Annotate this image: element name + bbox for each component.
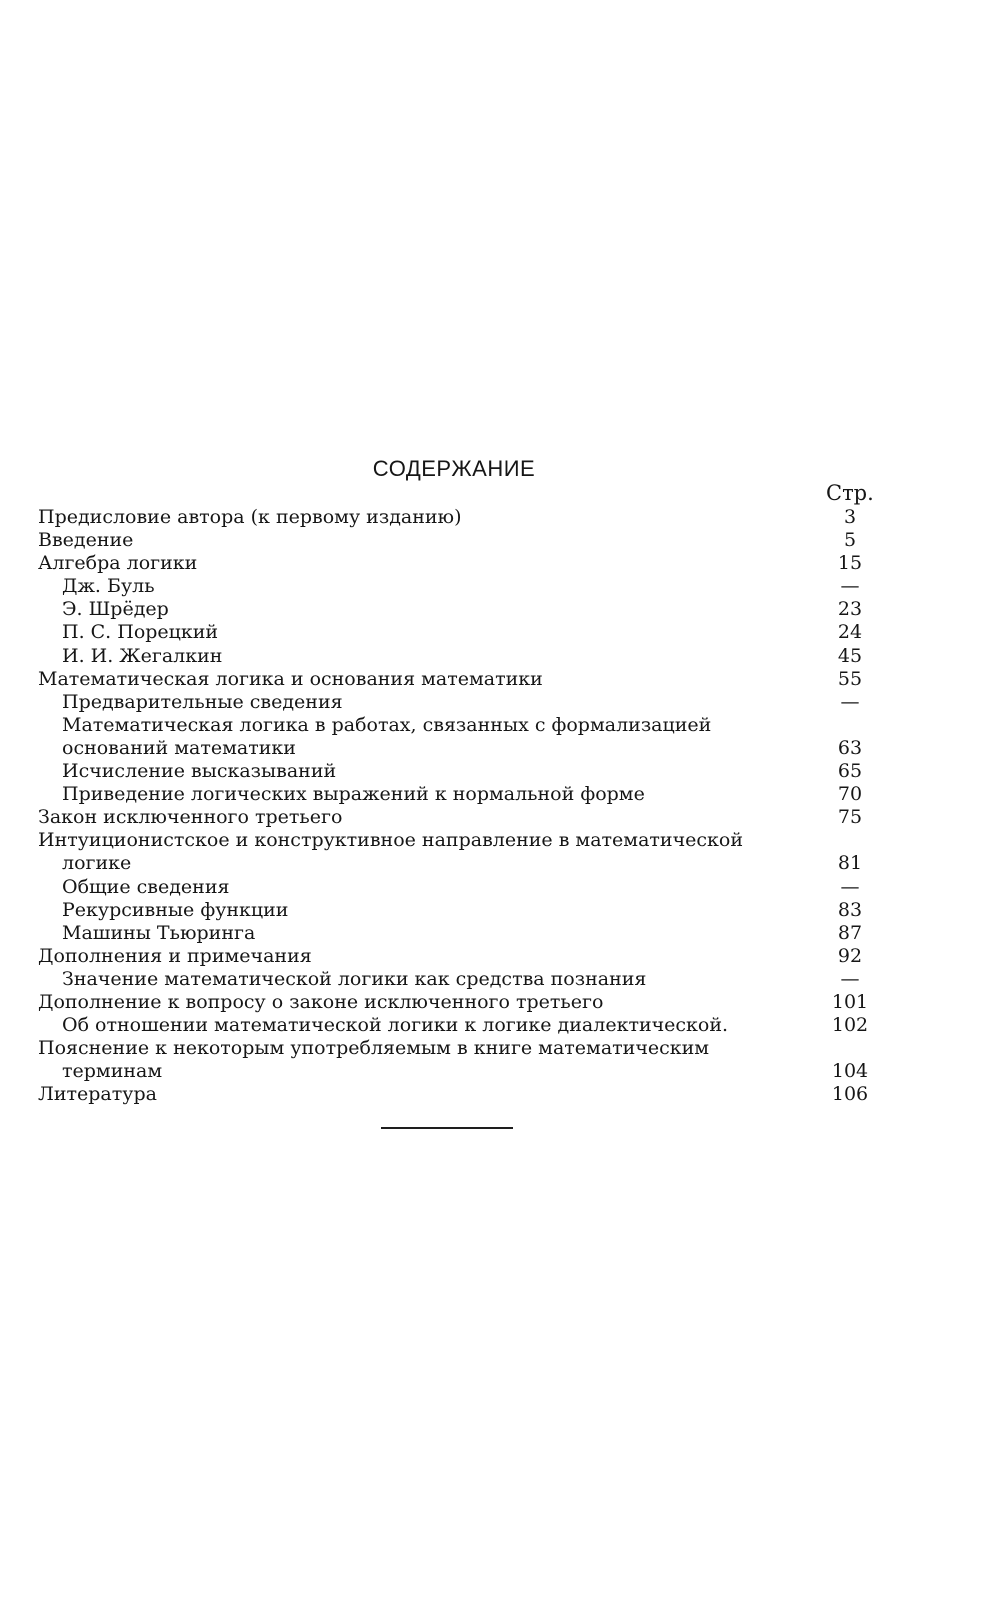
toc-entry-title: Дополнение к вопросу о законе исключенного третьего [38, 991, 607, 1014]
toc-entry-page: 45 [837, 644, 863, 667]
toc-entry-title: Предисловие автора (к первому изданию) [38, 506, 466, 529]
page-column-label: Стр. [826, 481, 874, 505]
toc-entry-title: Рекурсивные функции [62, 899, 292, 922]
toc-entry-title: Об отношении математической логики к логике диалектической. [62, 1014, 732, 1037]
toc-entry-continuation[interactable] [38, 1060, 880, 1083]
toc-entry-page: — [840, 967, 860, 990]
toc-subentry[interactable] [38, 621, 880, 644]
toc-entry-title: Алгебра логики [38, 552, 201, 575]
toc-entry-page: 92 [837, 944, 863, 967]
toc-entry-continuation[interactable] [38, 852, 880, 875]
toc-entry-title: Значение математической логики как средства познания [62, 968, 650, 991]
toc-subentry[interactable] [38, 1014, 880, 1037]
toc-entry-title: Введение [38, 529, 137, 552]
toc-subentry[interactable] [38, 598, 880, 621]
toc-entry-page: 15 [837, 552, 863, 575]
toc-entry[interactable] [38, 552, 880, 575]
table-of-contents [38, 506, 880, 1106]
toc-entry-page: 83 [837, 898, 863, 921]
toc-entry-title: Предварительные сведения [62, 691, 347, 714]
toc-entry-page: 24 [837, 621, 863, 644]
toc-entry-page: 81 [837, 852, 863, 875]
toc-entry-page: 104 [831, 1060, 869, 1083]
toc-subentry-continuation[interactable] [38, 737, 880, 760]
toc-entry-page: 70 [837, 783, 863, 806]
toc-subentry[interactable] [38, 899, 880, 922]
toc-entry-page: 5 [843, 529, 857, 552]
toc-entry-title: Общие сведения [62, 876, 233, 899]
toc-entry-title: Литература [38, 1083, 161, 1106]
toc-entry-page: 87 [837, 921, 863, 944]
toc-entry-title: терминам [62, 1060, 166, 1083]
toc-entry[interactable] [38, 1037, 880, 1060]
toc-entry-title: Интуиционистское и конструктивное направление в математической [38, 829, 747, 852]
toc-entry-title: Дж. Буль [62, 575, 159, 598]
toc-entry[interactable] [38, 806, 880, 829]
toc-subentry[interactable] [38, 876, 880, 899]
toc-subentry[interactable] [38, 645, 880, 668]
toc-entry-title: Э. Шрёдер [62, 598, 173, 621]
toc-entry[interactable] [38, 1083, 880, 1106]
toc-entry-title: Пояснение к некоторым употребляемым в книге математическим [38, 1037, 713, 1060]
toc-entry-title: Машины Тьюринга [62, 922, 259, 945]
toc-subentry[interactable] [38, 783, 880, 806]
toc-entry-page: 102 [831, 1014, 869, 1037]
toc-entry-page: 3 [843, 506, 857, 528]
toc-entry-title: Дополнения и примечания [38, 945, 316, 968]
toc-entry[interactable] [38, 991, 880, 1014]
toc-entry-page: — [840, 875, 860, 898]
toc-entry[interactable] [38, 529, 880, 552]
contents-title: СОДЕРЖАНИЕ [372, 456, 536, 481]
toc-entry-title: Закон исключенного третьего [38, 806, 346, 829]
toc-entry-page: — [840, 575, 860, 598]
toc-entry-page: 65 [837, 760, 863, 783]
toc-entry-page: 101 [831, 990, 869, 1013]
toc-entry-title: Математическая логика и основания математики [38, 668, 547, 691]
toc-entry-title: Математическая логика в работах, связанных с формализацией [62, 714, 715, 737]
toc-subentry[interactable] [38, 575, 880, 598]
toc-entry-title: Исчисление высказываний [62, 760, 340, 783]
toc-entry-title: оснований математики [62, 737, 300, 760]
toc-entry-page: 63 [837, 736, 863, 759]
toc-subentry[interactable] [38, 760, 880, 783]
toc-entry[interactable] [38, 668, 880, 691]
toc-entry-page: 55 [837, 667, 863, 690]
toc-entry[interactable] [38, 945, 880, 968]
toc-subentry[interactable] [38, 968, 880, 991]
toc-entry-title: логике [62, 852, 135, 875]
toc-entry-title: П. С. Порецкий [62, 621, 222, 644]
toc-entry-page: 75 [837, 806, 863, 829]
toc-entry[interactable] [38, 506, 880, 529]
toc-subentry[interactable] [38, 714, 880, 737]
toc-entry-page: 23 [837, 598, 863, 621]
toc-entry-title: И. И. Жегалкин [62, 645, 226, 668]
toc-subentry[interactable] [38, 691, 880, 714]
closing-rule [381, 1127, 513, 1129]
toc-entry[interactable] [38, 829, 880, 852]
toc-entry-page: 106 [831, 1083, 869, 1106]
toc-subentry[interactable] [38, 922, 880, 945]
toc-entry-page: — [840, 690, 860, 713]
toc-entry-title: Приведение логических выражений к нормальной форме [62, 783, 649, 806]
